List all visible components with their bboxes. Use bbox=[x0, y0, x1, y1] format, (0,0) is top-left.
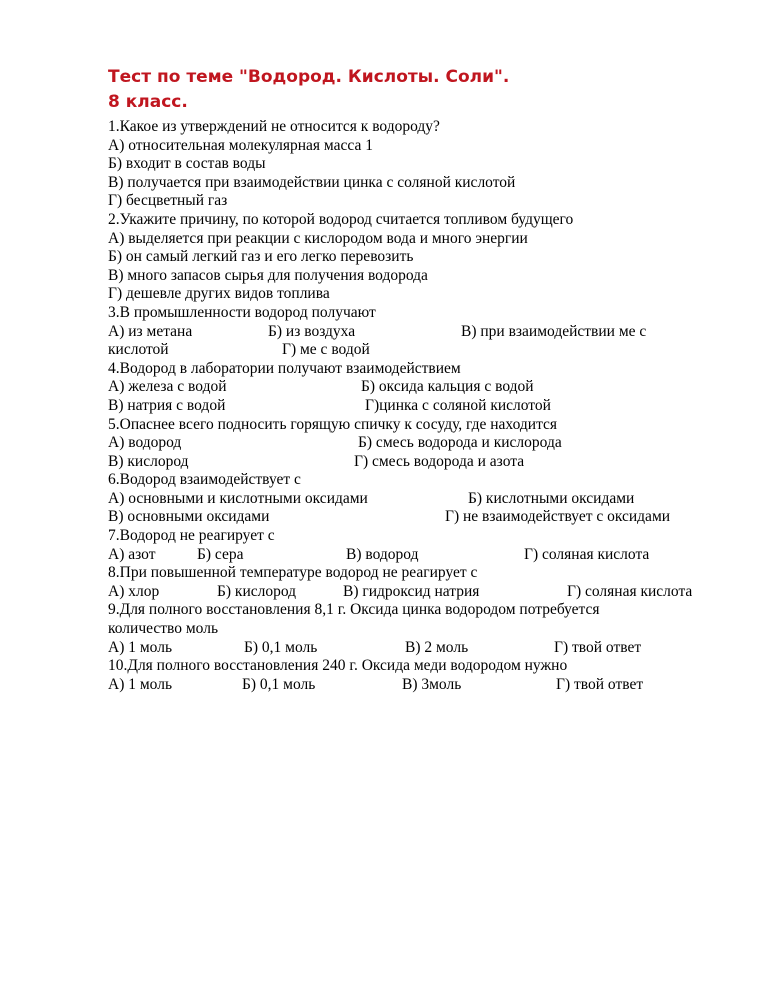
answer-option: Г) не взаимодействует с оксидами bbox=[445, 508, 671, 526]
line-text: А) выделяется при реакции с кислородом вода и много энергии bbox=[108, 229, 528, 247]
line-text: 5.Опаснее всего подносить горящую спичку к сосуду, где находится bbox=[108, 415, 558, 433]
text-line bbox=[108, 360, 728, 379]
answer-option: В) 2 моль bbox=[405, 638, 469, 656]
text-line bbox=[108, 676, 728, 695]
line-text: Б) он самый легкий газ и его легко перевозить bbox=[108, 248, 414, 266]
line-text: кислотой bbox=[108, 341, 169, 359]
answer-option: Г) ме с водой bbox=[282, 341, 370, 359]
answer-option: Б) смесь водорода и кислорода bbox=[358, 434, 562, 452]
line-text: В) получается при взаимодействии цинка с соляной кислотой bbox=[108, 173, 516, 191]
line-text: 6.Водород взаимодействует с bbox=[108, 471, 301, 489]
text-line bbox=[108, 174, 728, 193]
answer-option: Б) кислотными оксидами bbox=[468, 489, 635, 507]
answer-option: Г) смесь водорода и азота bbox=[354, 452, 525, 470]
line-text: А) хлор bbox=[108, 582, 160, 600]
line-text: В) много запасов сырья для получения водорода bbox=[108, 266, 428, 284]
answer-option: Г) соляная кислота bbox=[524, 545, 650, 563]
text-line bbox=[108, 453, 728, 472]
line-text: 4.Водород в лаборатории получают взаимодействием bbox=[108, 359, 461, 377]
text-line bbox=[108, 527, 728, 546]
text-line bbox=[108, 304, 728, 323]
text-line bbox=[108, 323, 728, 342]
line-text: В) основными оксидами bbox=[108, 508, 270, 526]
text-line bbox=[108, 192, 728, 211]
line-text: 1.Какое из утверждений не относится к водороду? bbox=[108, 118, 440, 135]
line-text: В) кислород bbox=[108, 452, 189, 470]
line-text: 3.В промышленности водород получают bbox=[108, 303, 376, 321]
grade-title: 8 класс. bbox=[108, 92, 188, 112]
answer-option: Г) твой ответ bbox=[556, 675, 644, 693]
text-line bbox=[108, 508, 728, 527]
text-line bbox=[108, 546, 728, 565]
text-line bbox=[108, 230, 728, 249]
line-text: А) основными и кислотными оксидами bbox=[108, 489, 368, 507]
line-text: 10.Для полного восстановления 240 г. Оксида меди водородом нужно bbox=[108, 657, 568, 675]
test-body bbox=[108, 118, 728, 694]
test-title: Тест по теме "Водород. Кислоты. Соли". bbox=[108, 67, 510, 87]
answer-option: В) гидроксид натрия bbox=[343, 582, 480, 600]
answer-option: Б) из воздуха bbox=[268, 322, 356, 340]
line-text: А) водород bbox=[108, 434, 182, 452]
text-line bbox=[108, 583, 728, 602]
text-line bbox=[108, 118, 728, 137]
text-line bbox=[108, 620, 728, 639]
line-text: Б) входит в состав воды bbox=[108, 155, 266, 173]
text-line bbox=[108, 341, 728, 360]
line-text: А) азот bbox=[108, 545, 156, 563]
text-line bbox=[108, 490, 728, 509]
line-text: 8.При повышенной температуре водород не реагирует с bbox=[108, 564, 478, 582]
text-line bbox=[108, 564, 728, 583]
answer-option: Б) 0,1 моль bbox=[242, 675, 316, 693]
text-line bbox=[108, 471, 728, 490]
answer-option: Б) оксида кальция с водой bbox=[361, 378, 534, 396]
text-line bbox=[108, 657, 728, 676]
answer-option: В) водород bbox=[346, 545, 419, 563]
line-text: 9.Для полного восстановления 8,1 г. Оксида цинка водородом потребуется bbox=[108, 601, 600, 619]
line-text: А) относительная молекулярная масса 1 bbox=[108, 136, 373, 154]
text-line bbox=[108, 397, 728, 416]
answer-option: Г)цинка с соляной кислотой bbox=[365, 396, 551, 414]
text-line bbox=[108, 601, 728, 620]
line-text: А) 1 моль bbox=[108, 675, 173, 693]
text-line bbox=[108, 416, 728, 435]
line-text: В) натрия с водой bbox=[108, 396, 226, 414]
line-text: 7.Водород не реагирует с bbox=[108, 527, 275, 545]
line-text: количество моль bbox=[108, 620, 219, 638]
text-line bbox=[108, 639, 728, 658]
answer-option: В) 3моль bbox=[402, 675, 462, 693]
line-text: 2.Укажите причину, по которой водород считается топливом будущего bbox=[108, 210, 574, 228]
text-line bbox=[108, 155, 728, 174]
text-line bbox=[108, 285, 728, 304]
text-line bbox=[108, 378, 728, 397]
line-text: Г) бесцветный газ bbox=[108, 192, 228, 210]
text-line bbox=[108, 137, 728, 156]
line-text: А) железа с водой bbox=[108, 378, 227, 396]
line-text: А) из метана bbox=[108, 322, 193, 340]
text-line bbox=[108, 434, 728, 453]
line-text: Г) дешевле других видов топлива bbox=[108, 285, 330, 303]
text-line bbox=[108, 211, 728, 230]
answer-option: Б) сера bbox=[197, 545, 244, 563]
text-line bbox=[108, 267, 728, 286]
answer-option: Б) кислород bbox=[217, 582, 297, 600]
answer-option: Г) твой ответ bbox=[554, 638, 642, 656]
answer-option: Г) соляная кислота bbox=[567, 582, 693, 600]
text-line bbox=[108, 248, 728, 267]
answer-option: Б) 0,1 моль bbox=[244, 638, 318, 656]
answer-option: В) при взаимодействии ме с bbox=[461, 322, 647, 340]
line-text: А) 1 моль bbox=[108, 638, 173, 656]
